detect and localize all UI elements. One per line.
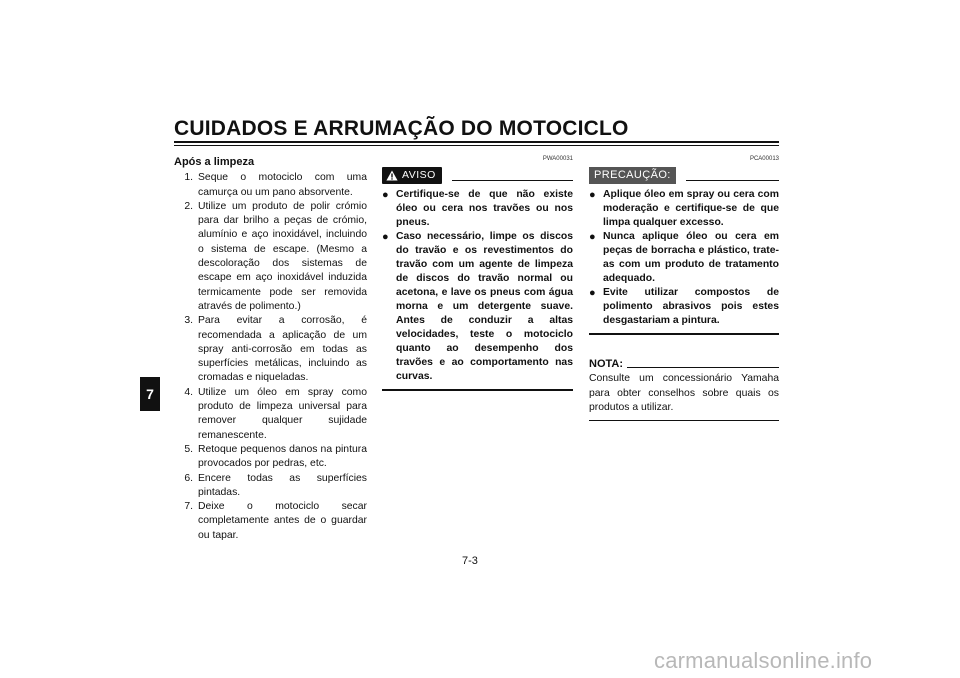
- caution-text: Nunca aplique óleo ou cera em peças de borracha e plástico, trate-as com um produto de tratamento adequado.: [603, 231, 779, 284]
- caution-code: PCA00013: [749, 156, 779, 162]
- step-text: Utilize um óleo em spray como produto de limpeza universal para remover qualquer sujidade remanescente.: [198, 386, 367, 441]
- caution-list: [589, 188, 779, 328]
- watermark: carmanualsonline.info: [654, 648, 873, 673]
- step-number: 5.: [184, 443, 193, 455]
- step-number: 3.: [184, 315, 193, 327]
- warning-label: AVISO: [402, 168, 436, 181]
- page-title: CUIDADOS E ARRUMAÇÃO DO MOTOCICLO: [174, 117, 629, 140]
- step-number: 1.: [184, 172, 193, 184]
- warning-list: [382, 188, 573, 384]
- warning-text: Caso necessário, limpe os discos do travão e os revestimentos do travão com um agente de limpeza de discos do travão normal ou acetona, e lave os pneus com água morna e um detergente suave. Antes de conduzir a altas velocidades, teste o motociclo quanto ao desempenho dos travões e ao comportamento nas curvas.: [396, 231, 573, 382]
- warning-header: [382, 165, 573, 185]
- section-subheading: Após a limpeza: [174, 156, 255, 168]
- step-number: 4.: [184, 386, 193, 398]
- caution-end-rule: [589, 333, 779, 335]
- list-item: [174, 500, 367, 543]
- warning-text: Certifique-se de que não existe óleo ou cera nos travões ou nos pneus.: [396, 189, 573, 228]
- list-item: [589, 188, 779, 230]
- list-item: [589, 230, 779, 286]
- step-text: Retoque pequenos danos na pintura provocados por pedras, etc.: [198, 443, 367, 470]
- list-item: [174, 314, 367, 385]
- warning-end-rule: [382, 389, 573, 391]
- title-underline: [174, 141, 779, 143]
- note-header-rule: [627, 367, 779, 368]
- step-number: 7.: [184, 501, 193, 513]
- note-label: NOTA:: [589, 358, 624, 370]
- bullet-icon: ●: [589, 287, 596, 299]
- caution-text: Evite utilizar compostos de polimento abrasivos pois estes desgastariam a pintura.: [603, 287, 779, 326]
- bullet-icon: ●: [589, 189, 596, 201]
- warning-triangle-icon: [386, 170, 398, 181]
- step-text: Utilize um produto de polir crómio para dar brilho a peças de crómio, alumínio e aço inoxidável, incluindo o sistema de escape. (Mesmo a descoloração dos sistemas de escape em aço inoxidável induzida termicamente pode ser removida através de polimento.): [198, 200, 367, 312]
- note-header: [589, 357, 779, 371]
- step-number: 2.: [184, 200, 193, 212]
- list-item: [174, 443, 367, 472]
- caution-badge: PRECAUÇÃO:: [589, 167, 676, 184]
- step-text: Para evitar a corrosão, é recomendada a aplicação de um spray anti-corrosão em todas as superfícies metálicas, incluindo as cromadas e niqueladas.: [198, 315, 367, 384]
- cleaning-steps-list: [174, 171, 367, 543]
- warning-code: PWA00031: [542, 156, 573, 162]
- list-item: [174, 200, 367, 314]
- step-text: Deixe o motociclo secar completamente antes de o guardar ou tapar.: [198, 501, 367, 541]
- list-item: [589, 286, 779, 328]
- caution-text: Aplique óleo em spray ou cera com moderação e certifique-se de que limpa qualquer excesso.: [603, 189, 779, 228]
- bullet-icon: ●: [589, 231, 596, 243]
- note-end-rule: [589, 420, 779, 421]
- note-text: Consulte um concessionário Yamaha para obter conselhos sobre quais os produtos a utilizar.: [589, 373, 779, 413]
- list-item: [174, 386, 367, 443]
- page-number: 7-3: [462, 555, 478, 567]
- step-number: 6.: [184, 472, 193, 484]
- caution-header: [589, 165, 779, 185]
- list-item: [174, 171, 367, 200]
- bullet-icon: ●: [382, 231, 389, 243]
- list-item: [382, 188, 573, 230]
- warning-box: [382, 155, 573, 391]
- step-text: Seque o motociclo com uma camurça ou um pano absorvente.: [198, 172, 367, 198]
- title-underline-thin: [174, 145, 779, 146]
- bullet-icon: ●: [382, 189, 389, 201]
- column-after-cleaning: [174, 155, 367, 543]
- caution-column: [589, 155, 779, 421]
- chapter-tab: 7: [140, 377, 160, 411]
- list-item: [382, 230, 573, 384]
- warning-badge: [382, 167, 442, 184]
- warning-header-rule: [452, 180, 573, 181]
- step-text: Encere todas as superfícies pintadas.: [198, 472, 367, 498]
- list-item: [174, 472, 367, 501]
- caution-header-rule: [686, 180, 779, 181]
